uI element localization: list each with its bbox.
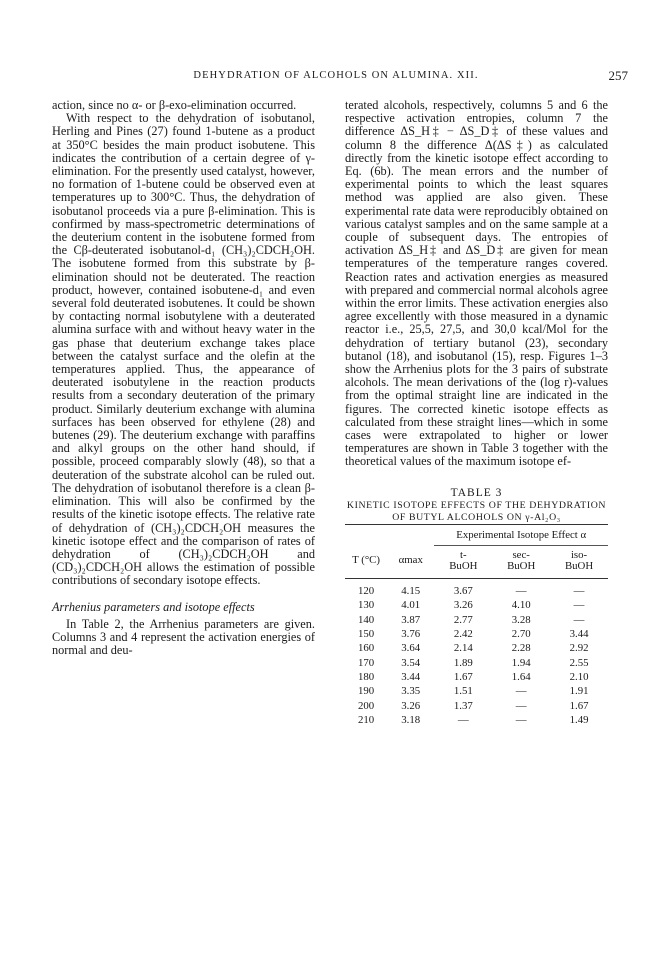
- table-cell: 3.67: [453, 585, 473, 598]
- table-cell: 3.76: [401, 628, 421, 641]
- table-cell: 2.28: [511, 642, 531, 655]
- table-cell: 140: [357, 613, 375, 626]
- table-row: [345, 684, 608, 698]
- table-cell: 120: [357, 585, 375, 598]
- table-cell: —: [515, 685, 527, 698]
- table-row: [345, 698, 608, 712]
- table-cell: 2.92: [569, 642, 589, 655]
- table-cell: 3.26: [453, 599, 473, 612]
- table-cell: 1.49: [569, 713, 589, 726]
- column-header-name: BuOH: [449, 560, 478, 573]
- table-cell: 130: [357, 599, 375, 612]
- column-header: [492, 546, 550, 579]
- column-header-prefix: iso-: [570, 549, 588, 562]
- table-cell: —: [515, 713, 527, 726]
- table-body: [345, 579, 608, 727]
- table-cell: —: [515, 699, 527, 712]
- paragraph: In Table 2, the Arrhenius parameters are given. Columns 3 and 4 represent the activation energies of normal and deu-: [52, 616, 315, 658]
- paragraph: With respect to the dehydration of isobutanol, Herling and Pines (27) found 1-butene as a product at 350°C besides the main product isobutene. This indicates the contribution of a certain degree of γ-elimination. For the presently used catalyst, however, no formation of 1-butene could be observed even at temperatures up to 300°C. Thus, the dehydration of isobutanol proceeds via a pure β-elimination. This is confirmed by mass-spectrometric determinations of the deuterium content in the isobutene formed from the Cβ-deuterated isobutanol-d₁ (CH₃)₂CDCH₂OH. The isobutene formed from this substrate by β-elimination should not be deuterated. The reaction product, however, contained isobutene-d₁ and even several fold deuterated isobutenes. It could be shown by contacting normal isobutylene with a deuterated alumina surface with and without heavy water in the gas phase that deuterium exchange takes place between the catalyst surface and the olefin at the temperatures applied. Thus, the appearance of deuterated isobutylene in the reaction products results from a secondary deuteration of the primary product. Similarly deuterium exchange with alumina surfaces has been observed for ethylene (28) and butenes (29). The deuterium exchange with paraffins and alkyl groups on the other hand should, if possible, proceed comparably slowly (48), so that a deuteration of the substrate alcohol can be ruled out. The dehydration of isobutanol therefore is a clean β-elimination. This will also be confirmed by the results of the kinetic isotope effects. The relative rate of dehydration of (CH₃)₂CDCH₂OH measures the kinetic isotope effect and the comparison of rates of dehydration of (CH₃)₂CDCH₂OH and (CD₃)₂CDCH₂OH allows the estimation of possible contributions of secondary isotope effects.: [52, 111, 315, 588]
- column-header-prefix: sec-: [512, 549, 530, 562]
- column-header-name: BuOH: [564, 560, 594, 573]
- page-header: [44, 70, 628, 88]
- table-cell: 190: [357, 685, 375, 698]
- column-header: [434, 546, 492, 579]
- table-cell: 2.55: [569, 656, 589, 669]
- table-row: [345, 641, 608, 655]
- table-3: [345, 487, 608, 727]
- table-cell: 1.51: [453, 685, 473, 698]
- table-cell: 1.67: [569, 699, 589, 712]
- table-cell: 3.44: [569, 628, 589, 641]
- table-cell: 3.35: [401, 685, 421, 698]
- table-row: [345, 713, 608, 727]
- table-cell: 3.87: [401, 613, 421, 626]
- table-cell: 1.67: [453, 670, 473, 683]
- table-cell: 3.44: [401, 670, 421, 683]
- right-column: [345, 99, 608, 727]
- table-cell: 3.26: [401, 699, 421, 712]
- column-header: αmax: [387, 546, 434, 579]
- table-cell: 2.77: [453, 613, 473, 626]
- table-cell: 3.64: [401, 642, 421, 655]
- table-cell: 2.10: [569, 670, 589, 683]
- table-cell: —: [457, 713, 469, 726]
- table-cell: 150: [357, 628, 375, 641]
- table-row: [345, 598, 608, 612]
- column-header: [550, 546, 608, 579]
- table-cell: —: [515, 585, 527, 598]
- table-row: [345, 656, 608, 670]
- column-header: T (°C): [345, 546, 387, 579]
- paragraph: action, since no α- or β-exo-elimination occurred.: [52, 98, 297, 112]
- table-cell: 210: [357, 713, 375, 726]
- group-header: Experimental Isotope Effect α: [434, 524, 608, 545]
- table-row: [345, 613, 608, 627]
- table-cell: 4.15: [401, 585, 421, 598]
- table-caption-line: KINETIC ISOTOPE EFFECTS OF THE DEHYDRATION: [346, 499, 607, 511]
- table-cell: 1.89: [453, 656, 473, 669]
- table-cell: 3.18: [401, 713, 421, 726]
- left-column: [52, 99, 315, 657]
- table-cell: —: [573, 613, 585, 626]
- column-header-prefix: t-: [460, 549, 467, 562]
- running-title: DEHYDRATION OF ALCOHOLS ON ALUMINA. XII.: [193, 70, 479, 81]
- table-cell: 3.28: [511, 613, 531, 626]
- table-label: TABLE 3: [450, 486, 503, 499]
- table-cell: 4.01: [401, 599, 421, 612]
- table-cell: 170: [357, 656, 375, 669]
- isotope-effect-table: [345, 524, 608, 727]
- table-cell: 1.64: [511, 670, 531, 683]
- table-cell: 1.91: [569, 685, 589, 698]
- table-cell: 200: [357, 699, 375, 712]
- table-row: [345, 579, 608, 599]
- table-cell: 180: [357, 670, 375, 683]
- table-cell: 3.54: [401, 656, 421, 669]
- column-header-name: BuOH: [507, 560, 536, 573]
- table-cell: 1.37: [453, 699, 473, 712]
- section-heading: Arrhenius parameters and isotope effects: [52, 599, 255, 614]
- table-caption: [345, 500, 608, 524]
- table-cell: 2.14: [453, 642, 473, 655]
- table-row: [345, 627, 608, 641]
- table-cell: 2.70: [511, 628, 531, 641]
- table-cell: 4.10: [511, 599, 531, 612]
- table-cell: —: [573, 585, 585, 598]
- table-caption-line: OF BUTYL ALCOHOLS ON γ-Al₂O₃: [392, 511, 561, 523]
- table-cell: 160: [357, 642, 375, 655]
- table-cell: —: [573, 599, 585, 612]
- paragraph: terated alcohols, respectively, columns 5 and 6 the respective activation entropies, column 7 the difference ΔS_H‡ − ΔS_D‡ of these values and column 8 the difference Δ(ΔS‡) as calculated directly from the kinetic isotope effect according to Eq. (6b). The mean errors and the number of experimental points to which the least squares method was applied are also given. These experimental rate data were reproducibly obtained on various catalyst samples and on the same sample at a couple of subsequent days. The entropies of activation ΔS_H‡ and ΔS_D‡ are given for mean temperatures of the temperature ranges covered. Reaction rates and activation energies as measured with prepared and commercial normal alcohols agree within the error limits. These activation energies also agree excellently with those measured in a dynamic reactor i.e., 25,5, 27,5, and 30,0 kcal/Mol for the dehydration of tertiary butanol (23), secondary butanol (18), and isobutanol (15), resp. Figures 1–3 show the Arrhenius plots for the 3 pairs of substrate alcohols. The mean derivations of the (log r)-values from the optimal straight line are indicated in the figures. The corrected kinetic isotope effects as calculated from these straight lines—which in some cases were extrapolated to higher or lower temperatures are shown in Table 3 together with the theoretical values of the maximum isotope ef-: [345, 98, 608, 469]
- table-row: [345, 670, 608, 684]
- table-cell: 1.94: [511, 656, 531, 669]
- table-cell: 2.42: [453, 628, 473, 641]
- page-number: 257: [608, 68, 628, 83]
